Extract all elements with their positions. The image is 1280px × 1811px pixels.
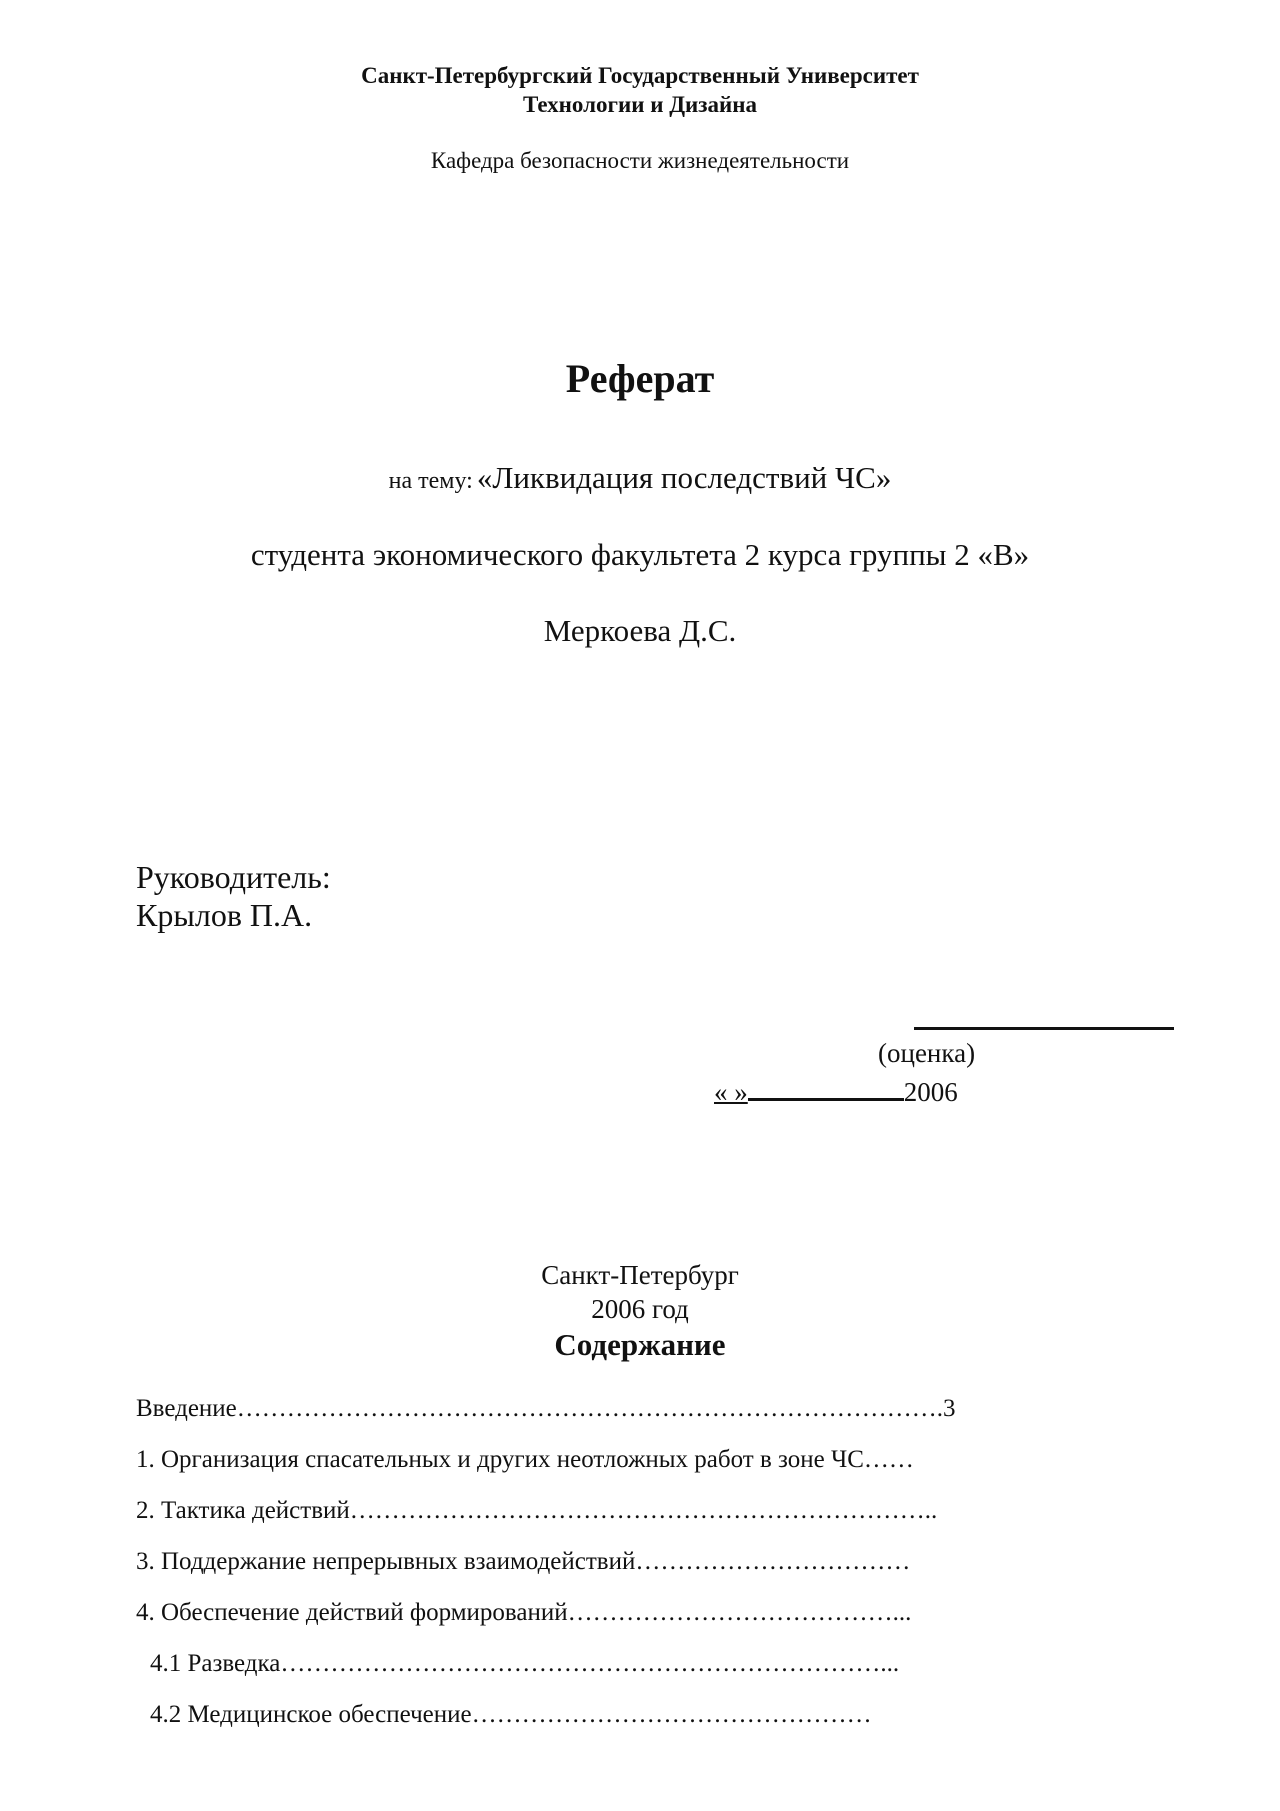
grade-label: (оценка) [878, 1038, 976, 1068]
city-year: 2006 год [591, 1294, 689, 1324]
toc-item: 4.1 Разведка………………………………………………………………... [150, 1650, 900, 1677]
supervisor-label: Руководитель: [136, 859, 331, 895]
city: Санкт-Петербург [541, 1260, 739, 1290]
date-year: 2006 [903, 1077, 958, 1107]
university-name-line1: Санкт-Петербургский Государственный Университет [361, 63, 919, 88]
toc-item: 2. Тактика действий…………………………………………………………….. [136, 1497, 938, 1524]
supervisor-name: Крылов П.А. [136, 897, 313, 933]
topic-label: на тему: [388, 468, 473, 494]
university-name [0, 61, 1280, 119]
department-name: Кафедра безопасности жизнедеятельности [430, 148, 850, 173]
document-title: Реферат [565, 356, 715, 401]
topic-value: «Ликвидация последствий ЧС» [476, 460, 892, 495]
toc-item: 1. Организация спасательных и других неотложных работ в зоне ЧС…… [136, 1446, 914, 1473]
supervisor-block [136, 858, 331, 934]
table-of-contents [136, 1394, 1096, 1751]
toc-heading: Содержание [554, 1327, 726, 1362]
city-year-block [0, 1258, 1280, 1326]
date-line [714, 1074, 958, 1108]
toc-item: 3. Поддержание непрерывных взаимодействий…………………………… [136, 1548, 911, 1575]
date-blank-line [748, 1074, 904, 1101]
toc-item: 4.2 Медицинское обеспечение………………………………………… [150, 1701, 872, 1728]
student-line: студента экономического факультета 2 курса группы 2 «В» [250, 537, 1030, 572]
topic-line [0, 460, 1280, 496]
author-name: Меркоева Д.С. [543, 613, 737, 648]
toc-item: 4. Обеспечение действий формирований…………………………………... [136, 1599, 912, 1626]
date-quotes: « » [714, 1077, 748, 1107]
grade-signature-line [914, 1027, 1174, 1030]
toc-item: Введение………………………………………………………………………….3 [136, 1395, 956, 1422]
university-name-line2: Технологии и Дизайна [522, 92, 758, 117]
